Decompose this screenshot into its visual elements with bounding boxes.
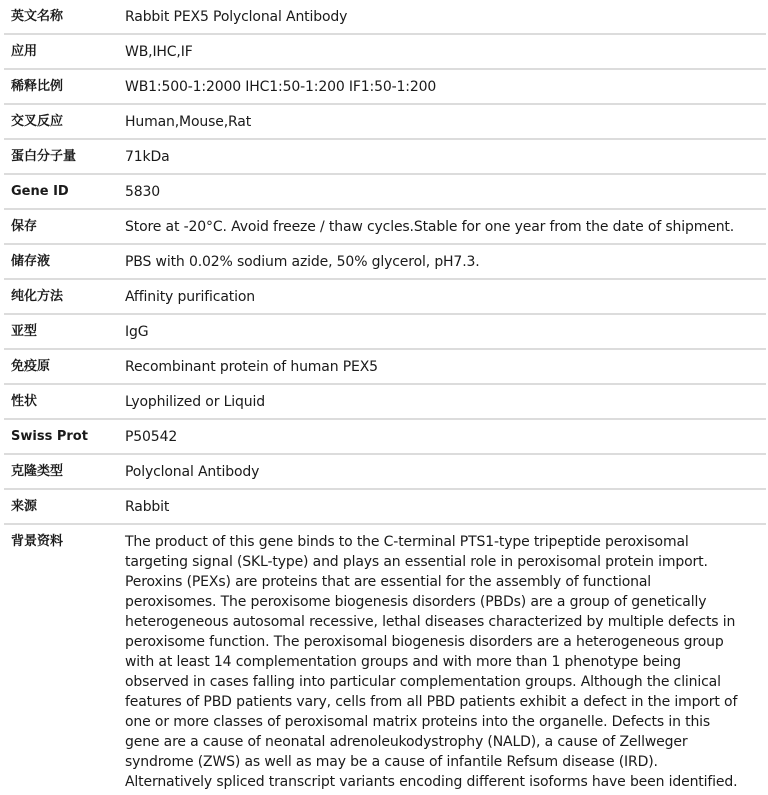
spec-value: Affinity purification [125, 289, 255, 305]
spec-value: Rabbit [125, 499, 170, 515]
spec-value: Polyclonal Antibody [125, 464, 260, 480]
spec-label: Swiss Prot [11, 429, 88, 444]
spec-value: Rabbit PEX5 Polyclonal Antibody [125, 9, 348, 25]
spec-value: Store at -20°C. Avoid freeze / thaw cycles.Stable for one year from the date of shipment. [125, 219, 735, 235]
spec-row-immunogen [4, 349, 766, 384]
spec-row-cross-reactivity [4, 104, 766, 139]
spec-label: 亚型 [11, 324, 38, 339]
spec-label: 背景资料 [11, 534, 64, 549]
spec-row-purification [4, 279, 766, 314]
spec-value: IgG [125, 324, 149, 340]
spec-value: WB,IHC,IF [125, 44, 193, 60]
spec-row-isotype [4, 314, 766, 349]
spec-label: 免疫原 [11, 359, 51, 374]
spec-value: WB1:500-1:2000 IHC1:50-1:200 IF1:50-1:200 [125, 79, 437, 95]
spec-value: Lyophilized or Liquid [125, 394, 265, 410]
spec-value: PBS with 0.02% sodium azide, 50% glycerol, pH7.3. [125, 254, 480, 270]
spec-label: 克隆类型 [11, 464, 64, 479]
spec-label: 交叉反应 [11, 114, 64, 129]
spec-row-swiss-prot [4, 419, 766, 454]
spec-row-storage [4, 209, 766, 244]
spec-row-molecular-weight [4, 139, 766, 174]
spec-label: 纯化方法 [11, 289, 64, 304]
spec-value: P50542 [125, 429, 178, 445]
background-description: The product of this gene binds to the C-terminal PTS1-type tripeptide peroxisomal targeting signal (SKL-type) and plays an essential role in peroxisomal protein import. Peroxins (PEXs) are proteins that are essential for the assembly of functional peroxisomes. The peroxisome biogenesis disorders (PBDs) are a group of genetically heterogeneous autosomal recessive, lethal diseases characterized by multiple defects in peroxisome function. The peroxisomal biogenesis disorders are a heterogeneous group with at least 14 complementation groups and with more than 1 phenotype being observed in cases falling into particular complementation groups. Although the clinical features of PBD patients vary, cells from all PBD patients exhibit a defect in the import of one or more classes of peroxisomal matrix proteins into the organelle. Defects in this gene are a cause of neonatal adrenoleukodystrophy (NALD), a cause of Zellweger syndrome (ZWS) as well as may be a cause of infantile Refsum disease (IRD). Alternatively spliced transcript variants encoding different isoforms have been identified. [125, 534, 738, 790]
spec-label: 储存液 [11, 254, 51, 269]
spec-label: 性状 [11, 394, 38, 409]
spec-label: Gene ID [11, 184, 69, 199]
spec-row-buffer [4, 244, 766, 279]
spec-label: 来源 [11, 499, 38, 514]
spec-label: 稀释比例 [11, 79, 64, 94]
spec-row-form [4, 384, 766, 419]
spec-label: 英文名称 [11, 9, 64, 24]
spec-label: 蛋白分子量 [11, 149, 77, 164]
spec-label: 应用 [11, 44, 38, 59]
spec-row-dilution [4, 69, 766, 104]
spec-row-clonality [4, 454, 766, 489]
spec-value: Human,Mouse,Rat [125, 114, 252, 130]
spec-label: 保存 [11, 219, 38, 234]
spec-row-application [4, 34, 766, 69]
product-spec-table [4, 0, 766, 792]
spec-value: Recombinant protein of human PEX5 [125, 359, 378, 375]
spec-value: 5830 [125, 184, 161, 200]
spec-row-background [4, 524, 766, 792]
spec-value: 71kDa [125, 149, 170, 165]
spec-row-gene-id [4, 174, 766, 209]
spec-row-host [4, 489, 766, 524]
spec-row-english-name [4, 0, 766, 34]
